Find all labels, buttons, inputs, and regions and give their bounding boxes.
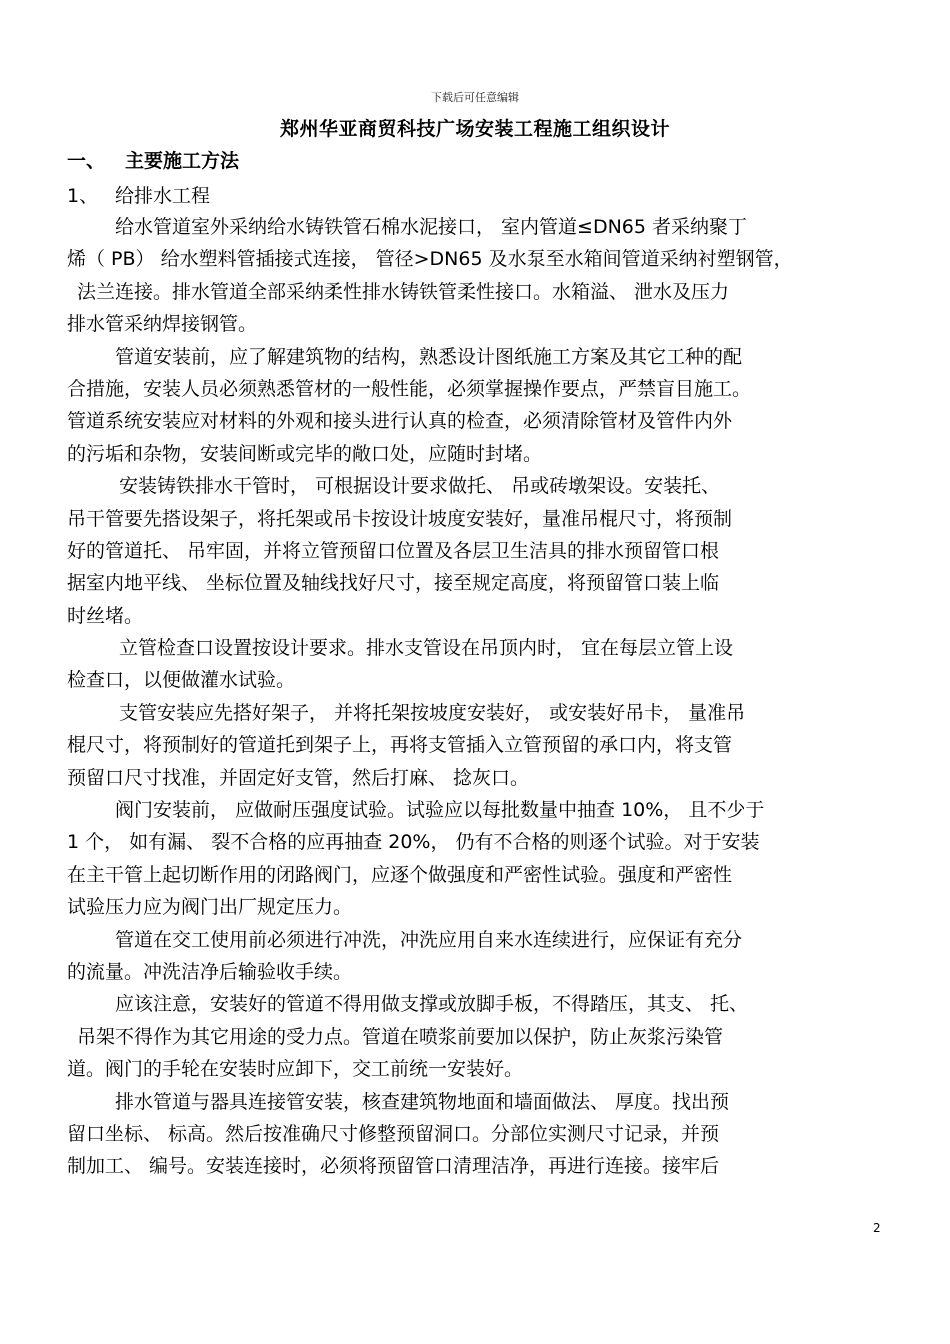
body-line: 检查口，以便做灌水试验。 [67,669,296,692]
body-line: 管道安装前，应了解建筑物的结构，熟悉设计图纸施工方案及其它工种的配 [115,345,743,368]
body-line: 吊干管要先搭设架子，将托架或吊卡按设计坡度安装好，量准吊棍尺寸，将预制 [67,507,733,530]
body-line: 阀门安装前， 应做耐压强度试验。试验应以每批数量中抽查 10%， 且不少于 [115,799,765,822]
section-heading [67,146,239,173]
body-line: 法兰连接。排水管道全部采纳柔性排水铸铁管柔性接口。水箱溢、 泄水及压力 [77,280,730,303]
body-line: 1 个， 如有漏、 裂不合格的应再抽查 20%， 仍有不合格的则逐个试验。对于安装 [67,831,760,854]
section-number: 一、 [67,150,106,172]
subsection-number: 1、 [67,185,99,207]
section-title: 主要施工方法 [125,150,240,172]
body-line: 排水管采纳焊接钢管。 [67,313,258,336]
body-line: 在主干管上起切断作用的闭路阀门，应逐个做强度和严密性试验。强度和严密性 [67,863,733,886]
body-line: 时丝堵。 [67,604,144,627]
body-line: 管道在交工使用前必须进行冲洗，冲洗应用自来水连续进行，应保证有充分 [115,928,743,951]
body-line: 管道系统安装应对材料的外观和接头进行认真的检查，必须清除管材及管件内外 [67,410,733,433]
body-line: 制加工、 编号。安装连接时，必须将预留管口清理洁净，再进行连接。接牢后 [67,1155,720,1178]
body-line: 给水管道室外采纳给水铸铁管石棉水泥接口， 室内管道≤DN65 者采纳聚丁 [115,216,748,238]
body-line: 据室内地平线、 坐标位置及轴线找好尺寸，接至规定高度，将预留管口装上临 [67,572,720,595]
body-line: 预留口尺寸找准，并固定好支管，然后打麻、 捻灰口。 [67,766,530,789]
body-line: 道。阀门的手轮在安装时应卸下，交工前统一安装好。 [67,1058,524,1081]
body-line: 留口坐标、 标高。然后按准确尺寸修整预留洞口。分部位实测尺寸记录，并预 [67,1122,720,1145]
body-line: 棍尺寸，将预制好的管道托到架子上，再将支管插入立管预留的承口内，将支管 [67,734,733,757]
body-line: 应该注意，安装好的管道不得用做支撑或放脚手板，不得踏压，其支、 托、 [115,993,749,1016]
subsection-title: 给排水工程 [115,185,211,207]
body-line: 的污垢和杂物，安装间断或完毕的敞口处，应随时封堵。 [67,442,543,465]
body-line: 支管安装应先搭好架子， 并将托架按坡度安装好， 或安装好吊卡， 量准吊 [119,701,746,724]
body-text [67,211,892,1183]
document-title: 郑州华亚商贸科技广场安装工程施工组织设计 [279,118,670,140]
body-line: 安装铸铁排水干管时， 可根据设计要求做托、 吊或砖墩架设。安装托、 [119,475,721,498]
body-line: 的流量。冲洗洁净后输验收手续。 [67,960,353,983]
body-line: 试验压力应为阀门出厂规定压力。 [67,896,353,919]
body-line: 好的管道托、 吊牢固，并将立管预留口位置及各层卫生洁具的排水预留管口根 [67,539,720,562]
body-line: 合措施，安装人员必须熟悉管材的一般性能，必须掌握操作要点，严禁盲目施工。 [67,377,752,400]
body-line: 排水管道与器具连接管安装，核查建筑物地面和墙面做法、 厚度。找出预 [115,1090,730,1113]
subsection-heading [67,181,210,208]
body-line: 立管检查口设置按设计要求。排水支管设在吊顶内时， 宜在每层立管上设 [119,637,734,660]
header-note: 下载后可任意编辑 [431,91,519,104]
body-line: 烯（ PB） 给水塑料管插接式连接， 管径>DN65 及水泵至水箱间管道采纳衬塑钢管， [67,248,793,271]
page-number: 2 [873,1221,881,1235]
body-line: 吊架不得作为其它用途的受力点。管道在喷浆前要加以保护，防止灰浆污染管 [77,1025,724,1048]
